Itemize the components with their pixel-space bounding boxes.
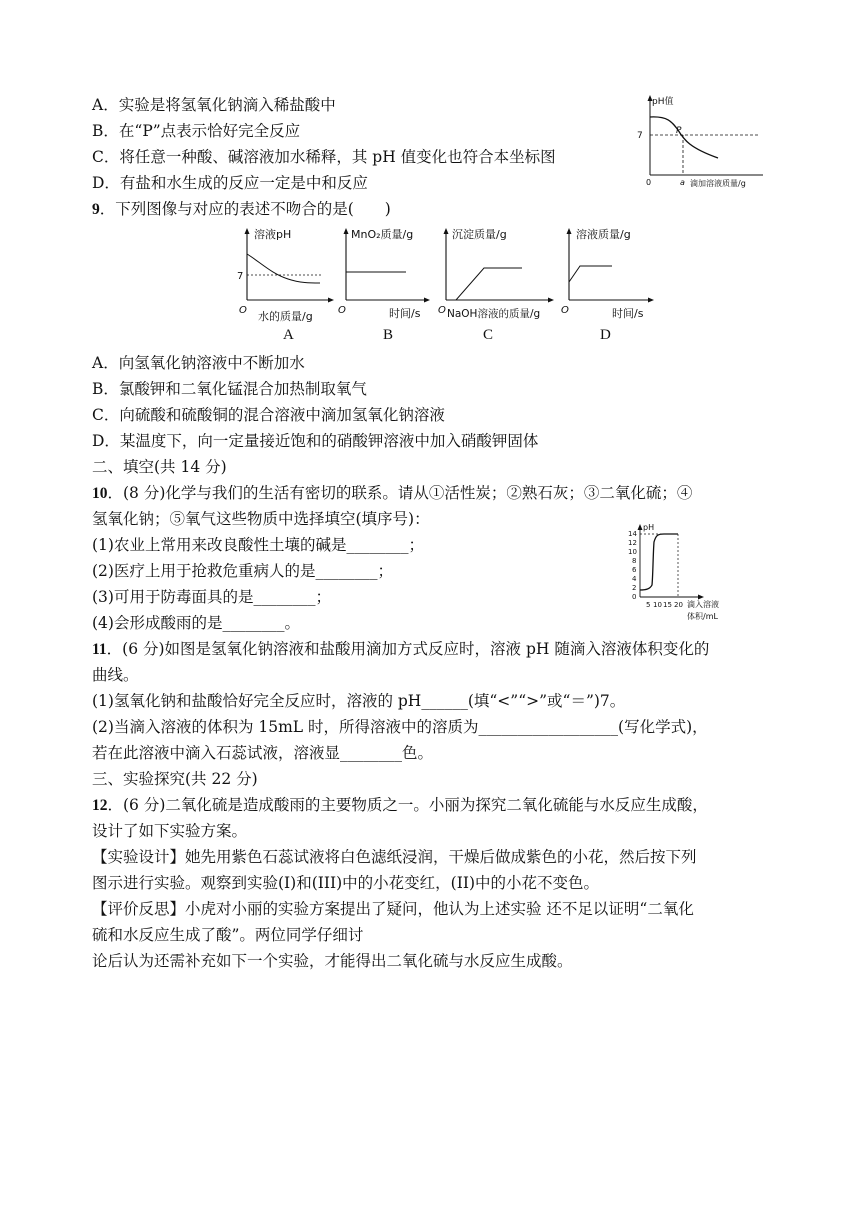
q10-sub-3: (3)可用于防毒面具的是________； xyxy=(92,588,331,606)
q9-option-d: D．某温度下，向一定量接近饱和的硝酸钾溶液中加入硝酸钾固体 xyxy=(92,432,539,450)
q8-option-b: B．在“P”点表示恰好完全反应 xyxy=(92,122,301,140)
ph-x-tick-labels xyxy=(646,601,683,609)
q11-stem-line-1 xyxy=(92,638,709,661)
graph-d-y-label: 溶液质量/g xyxy=(576,228,631,241)
graph-b-origin: O xyxy=(338,305,346,316)
q10-stem-text: ．(8 分)化学与我们的生活有密切的联系。请从①活性炭；②熟石灰；③二氧化硫；④ xyxy=(107,484,693,502)
q10-stem-line-2: 氢氧化钠；⑤氧气这些物质中选择填空(填序号)： xyxy=(92,510,430,528)
q9-graph-a xyxy=(237,227,334,323)
q8-ph-graph xyxy=(628,90,768,190)
q8-y-tick: 7 xyxy=(637,131,643,141)
q8-origin: 0 xyxy=(646,178,652,187)
q8-point-label: P xyxy=(676,126,682,136)
ph-x-label-1: 滴入溶液 xyxy=(687,600,719,609)
ph-y-tick: 8 xyxy=(632,557,637,565)
q9-option-c: C．向硫酸和硫酸铜的混合溶液中滴加氢氧化钠溶液 xyxy=(92,406,445,424)
q8-option-d: D．有盐和水生成的反应一定是中和反应 xyxy=(92,174,368,192)
q10-sub-2: (2)医疗上用于抢救危重病人的是________； xyxy=(92,562,393,580)
ph-x-tick: 20 xyxy=(674,601,683,609)
q8-x-label: 滴加溶液质量/g xyxy=(690,179,746,188)
q9-option-b: B．氯酸钾和二氧化锰混合加热制取氧气 xyxy=(92,380,367,398)
q11-sub-2b: 若在此溶液中滴入石蕊试液，溶液显________色。 xyxy=(92,744,434,762)
q10-sub-1: (1)农业上常用来改良酸性土壤的碱是________； xyxy=(92,536,424,554)
q12-design-line-1: 【实验设计】她先用紫色石蕊试液将白色滤纸浸润，干燥后做成紫色的小花，然后按下列 xyxy=(92,848,697,866)
q9-stem-text: ．下列图像与对应的表述不吻合的是( ) xyxy=(99,200,391,218)
q12-number: 12 xyxy=(92,797,108,814)
graph-c-origin: O xyxy=(438,305,446,316)
q12-reflect-line-3: 论后认为还需补充如下一个实验，才能得出二氧化硫与水反应生成酸。 xyxy=(92,952,573,970)
q12-stem-line-1 xyxy=(92,794,708,817)
q11-stem-line-2: 曲线。 xyxy=(92,666,139,684)
q8-y-label: pH值 xyxy=(652,97,674,107)
graph-d-line xyxy=(569,266,612,282)
graph-c-y-label: 沉淀质量/g xyxy=(452,228,507,241)
q11-stem-text: ．(6 分)如图是氢氧化钠溶液和盐酸用滴加方式反应时，溶液 pH 随滴入溶液体积变化的 xyxy=(106,640,710,658)
q12-stem-line-2: 设计了如下实验方案。 xyxy=(92,822,248,840)
q12-stem-text: ．(6 分)二氧化硫是造成酸雨的主要物质之一。小丽为探究二氧化硫能与水反应生成酸， xyxy=(107,796,708,814)
section-2-heading: 二、填空(共 14 分) xyxy=(92,458,227,476)
ph-x-tick: 10 xyxy=(653,601,662,609)
q11-sub-2a: (2)当滴入溶液的体积为 15mL 时，所得溶液中的溶质为__________________(写化学式)， xyxy=(92,718,708,736)
ph-titration-chart xyxy=(622,520,772,630)
q10-stem-line-1 xyxy=(92,482,692,505)
graph-a-curve xyxy=(247,254,320,283)
ph-curve xyxy=(640,534,678,590)
ph-y-tick: 12 xyxy=(628,539,637,547)
q9-number: 9 xyxy=(92,201,100,218)
ph-x-label-2: 体积/mL xyxy=(687,612,718,621)
q9-graphs xyxy=(230,222,670,326)
q9-option-a: A．向氢氧化钠溶液中不断加水 xyxy=(92,354,305,372)
q8-option-c: C．将任意一种酸、碱溶液加水稀释，其 pH 值变化也符合本坐标图 xyxy=(92,148,556,166)
q12-reflect-line-1: 【评价反思】小虎对小丽的实验方案提出了疑问，他认为上述实验 还不足以证明“二氧化 xyxy=(92,900,694,918)
ph-x-tick: 15 xyxy=(663,601,672,609)
q9-graph-d xyxy=(561,227,654,320)
q8-ph-curve xyxy=(650,117,718,158)
q10-number: 10 xyxy=(92,485,108,502)
ph-y-tick-labels xyxy=(628,530,637,601)
q9-stem xyxy=(92,198,391,221)
graph-c-caption: C xyxy=(483,327,494,343)
q9-graph-c xyxy=(438,227,554,320)
graph-a-origin: O xyxy=(239,305,247,316)
ph-y-tick: 2 xyxy=(632,584,637,592)
graph-b-caption: B xyxy=(383,327,394,343)
graph-c-line xyxy=(446,268,522,300)
ph-y-tick: 10 xyxy=(628,548,637,556)
q11-number: 11 xyxy=(92,641,107,658)
q11-sub-1: (1)氢氧化钠和盐酸恰好完全反应时，溶液的 pH______(填“<”“>”或“＝”)7。 xyxy=(92,692,626,710)
graph-a-y-label: 溶液pH xyxy=(254,228,292,241)
graph-c-x-label: NaOH溶液的质量/g xyxy=(447,308,541,320)
graph-a-caption: A xyxy=(283,327,294,343)
q8-option-a: A．实验是将氢氧化钠滴入稀盐酸中 xyxy=(92,96,336,114)
ph-y-tick: 6 xyxy=(632,566,637,574)
graph-a-y-tick: 7 xyxy=(237,271,244,282)
graph-d-caption: D xyxy=(600,327,611,343)
graph-b-y-label: MnO₂质量/g xyxy=(351,228,414,241)
q12-design-line-2: 图示进行实验。观察到实验(I)和(III)中的小花变红，(II)中的小花不变色。 xyxy=(92,874,600,892)
graph-d-x-label: 时间/s xyxy=(612,307,644,320)
ph-y-tick: 4 xyxy=(632,575,637,583)
q8-x-tick: a xyxy=(680,178,685,187)
q9-graph-b xyxy=(338,227,430,320)
graph-b-x-label: 时间/s xyxy=(389,307,421,320)
ph-x-tick: 5 xyxy=(646,601,651,609)
q12-reflect-line-2: 硫和水反应生成了酸”。两位同学仔细讨 xyxy=(92,926,364,944)
graph-a-x-label: 水的质量/g xyxy=(258,310,313,323)
graph-d-origin: O xyxy=(561,305,569,316)
q10-sub-4: (4)会形成酸雨的是________。 xyxy=(92,614,300,632)
ph-y-tick: 14 xyxy=(628,530,637,538)
ph-y-label: pH xyxy=(643,523,655,532)
section-3-heading: 三、实验探究(共 22 分) xyxy=(92,770,258,788)
ph-y-tick: 0 xyxy=(632,593,637,601)
